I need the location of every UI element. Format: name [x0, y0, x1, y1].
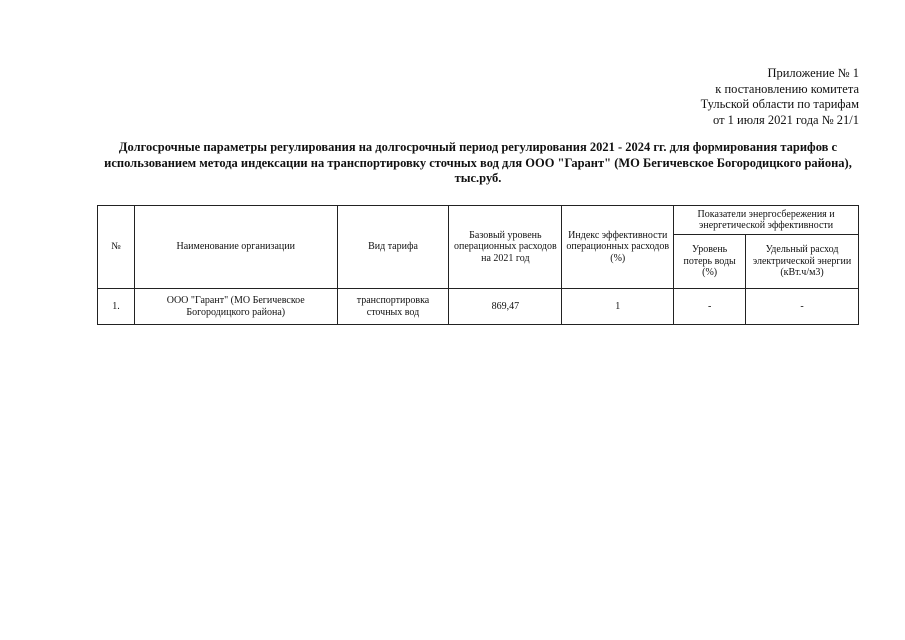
table-header-row	[98, 206, 859, 235]
header-efficiency-index: Индекс эффективности операционных расходов (%)	[562, 206, 674, 289]
appendix-line-4: от 1 июля 2021 года № 21/1	[712, 112, 859, 127]
parameters-table	[97, 205, 859, 325]
header-water-loss: Уровень потерь воды (%)	[674, 235, 746, 289]
header-tariff-type: Вид тарифа	[337, 206, 449, 289]
cell-organization: ООО "Гарант" (МО Бегичевское Богородицкого района)	[134, 289, 337, 325]
cell-efficiency-index: 1	[562, 289, 674, 325]
cell-number: 1.	[98, 289, 135, 325]
cell-water-loss: -	[674, 289, 746, 325]
header-power-consumption: Удельный расход электрической энергии (кВт.ч/м3)	[746, 235, 859, 289]
cell-tariff-type: транспортировка сточных вод	[337, 289, 449, 325]
appendix-line-2: к постановлению комитета	[715, 81, 859, 96]
document-title: Долгосрочные параметры регулирования на долгосрочный период регулирования 2021 - 2024 гг. для формирования тарифов с использованием метода индексации на транспортировку сточных вод для ООО "Гарант" (МО Бегичевское Богородицкого района), тыс.руб.	[104, 140, 852, 185]
table-row	[98, 289, 859, 325]
header-base-expenses: Базовый уровень операционных расходов на 2021 год	[449, 206, 562, 289]
cell-power-consumption: -	[746, 289, 859, 325]
header-energy-group: Показатели энергосбережения и энергетической эффективности	[674, 206, 859, 235]
appendix-line-3: Тульской области по тарифам	[700, 97, 859, 111]
appendix-line-1: Приложение № 1	[767, 66, 859, 80]
appendix-header	[701, 66, 859, 128]
header-number: №	[98, 206, 135, 289]
cell-base-expenses: 869,47	[449, 289, 562, 325]
header-organization: Наименование организации	[134, 206, 337, 289]
